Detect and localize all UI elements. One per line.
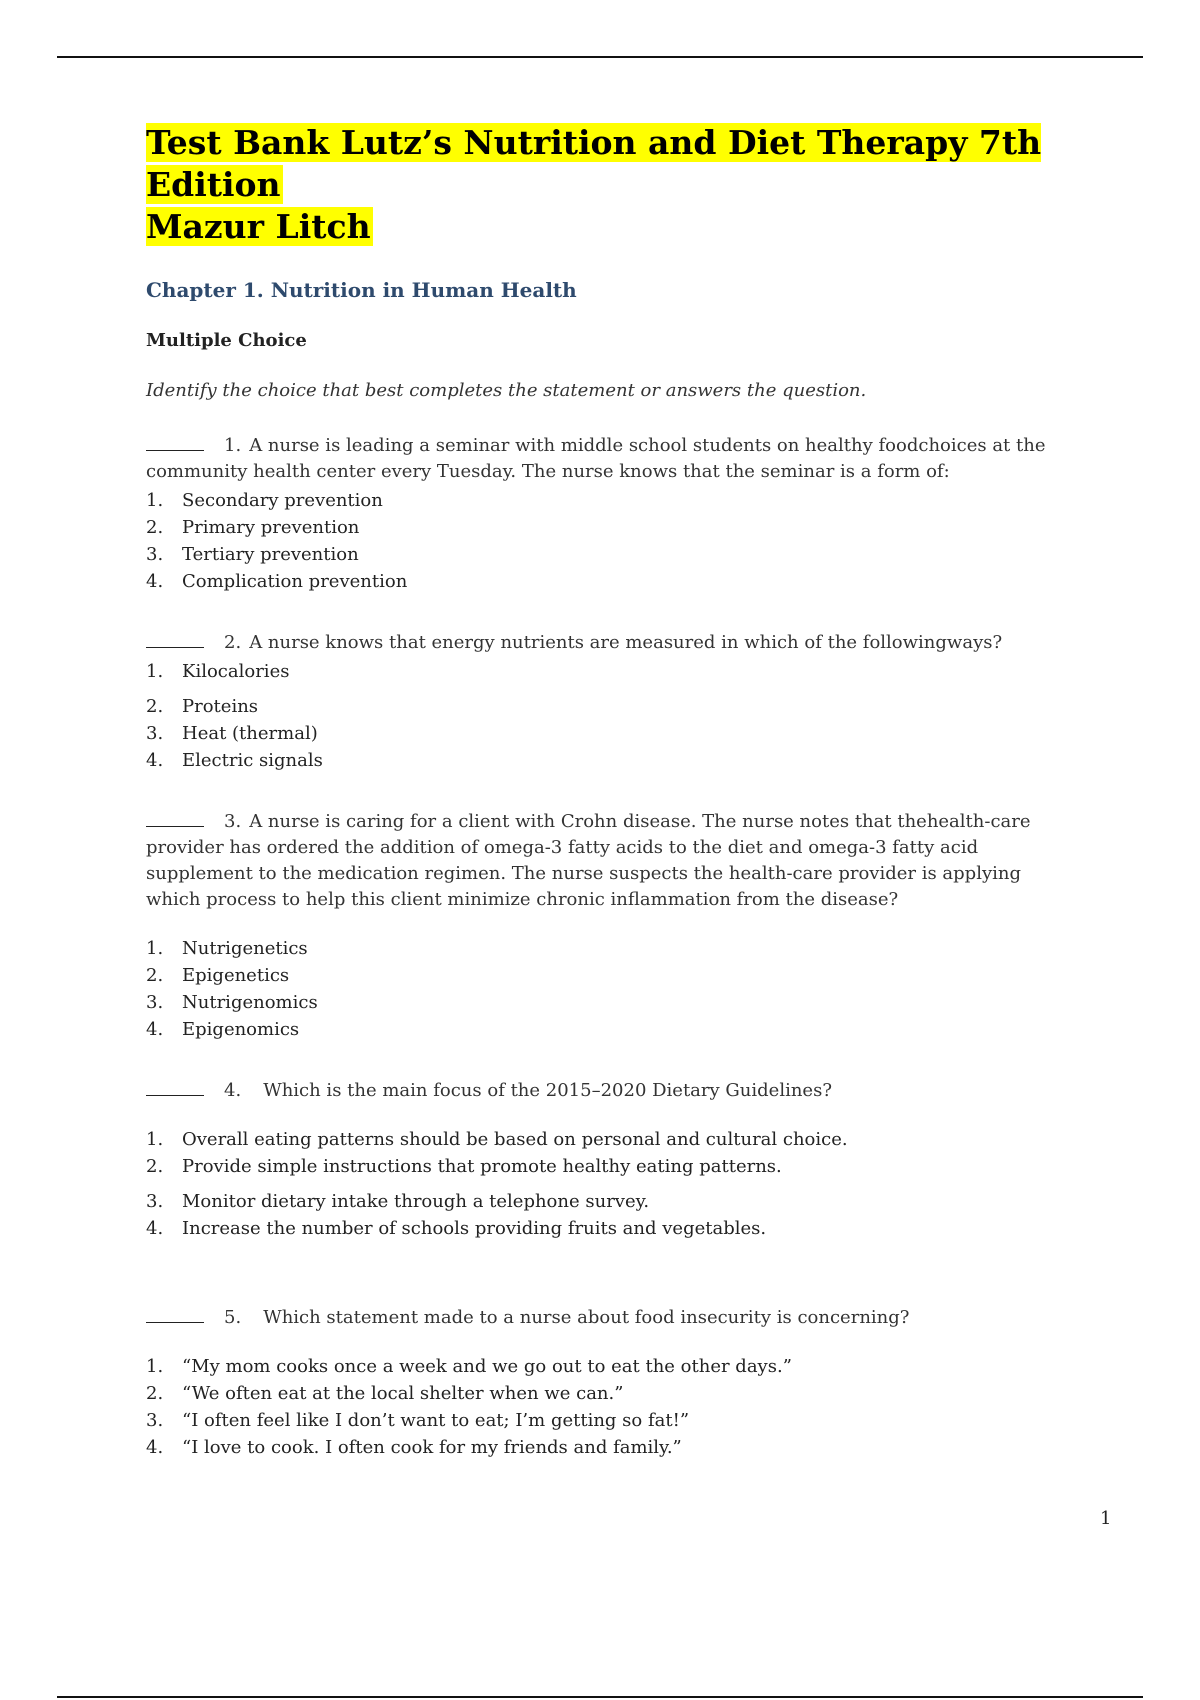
choice-item (146, 487, 1066, 514)
top-rule (57, 56, 1143, 58)
choice-text: Nutrigenetics (182, 938, 308, 959)
choice-number: 3. (146, 1410, 164, 1431)
choice-item (146, 962, 1066, 989)
choice-item (146, 747, 1066, 774)
choice-item (146, 1380, 1066, 1407)
choice-item (146, 568, 1066, 595)
question-text: A nurse is caring for a client with Crohn disease. The nurse notes that thehealth-care provider has ordered the addition of omega-3 fatty acids to the diet and omega-3 fatty acid supplement to the medication regimen. The nurse suspects the health-care provider is applying which process to help this client minimize chronic inflammation from the disease? (146, 811, 1031, 910)
question-3-stem (146, 808, 1066, 913)
choice-item (146, 693, 1066, 720)
choice-number: 2. (146, 1156, 164, 1177)
question-number: 4. (224, 1080, 242, 1101)
choice-list (146, 1126, 1066, 1242)
choice-text: Overall eating patterns should be based on personal and cultural choice. (182, 1129, 848, 1150)
choice-number: 4. (146, 1437, 164, 1458)
choice-item (146, 1353, 1066, 1380)
choice-text: “I love to cook. I often cook for my friends and family.” (182, 1437, 682, 1458)
choice-text: Complication prevention (182, 571, 408, 592)
choice-text: Secondary prevention (182, 490, 383, 511)
choice-text: Heat (thermal) (182, 723, 318, 744)
answer-blank (146, 629, 204, 648)
choice-item (146, 1407, 1066, 1434)
choice-number: 1. (146, 661, 164, 682)
question-number: 1. (224, 435, 242, 456)
question-2-stem (146, 629, 1066, 656)
choice-text: Provide simple instructions that promote healthy eating patterns. (182, 1156, 782, 1177)
choice-list (146, 1353, 1066, 1461)
choice-text: Primary prevention (182, 517, 360, 538)
answer-blank (146, 432, 204, 451)
document-title-line-1: Test Bank Lutz’s Nutrition and Diet Therapy 7th Edition (146, 123, 1042, 204)
answer-blank (146, 1077, 204, 1096)
document-title (146, 122, 1066, 248)
choice-item (146, 1434, 1066, 1461)
choice-number: 1. (146, 1129, 164, 1150)
question-4-stem (146, 1077, 1066, 1104)
section-heading: Multiple Choice (146, 330, 307, 351)
bottom-rule (57, 1696, 1143, 1698)
document-body (146, 122, 1066, 1461)
choice-number: 3. (146, 1191, 164, 1212)
choice-item (146, 720, 1066, 747)
choice-text: Nutrigenomics (182, 992, 318, 1013)
question-3 (146, 808, 1066, 1043)
instructions-text: Identify the choice that best completes the statement or answers the question. (146, 380, 867, 401)
choice-number: 4. (146, 1218, 164, 1239)
choice-number: 2. (146, 696, 164, 717)
choice-item (146, 1215, 1066, 1242)
question-5 (146, 1304, 1066, 1461)
choice-number: 4. (146, 750, 164, 771)
choice-text: Epigenetics (182, 965, 290, 986)
choice-list (146, 935, 1066, 1043)
question-4 (146, 1077, 1066, 1242)
answer-blank (146, 1304, 204, 1323)
choice-number: 1. (146, 938, 164, 959)
choice-item (146, 1153, 1066, 1180)
choice-number: 2. (146, 1383, 164, 1404)
choice-text: Kilocalories (182, 661, 290, 682)
choice-text: “We often eat at the local shelter when we can.” (182, 1383, 624, 1404)
choice-text: Tertiary prevention (182, 544, 359, 565)
choice-text: Proteins (182, 696, 259, 717)
choice-number: 3. (146, 544, 164, 565)
choice-number: 2. (146, 965, 164, 986)
choice-item (146, 1126, 1066, 1153)
page-number: 1 (1100, 1508, 1112, 1529)
choice-item (146, 541, 1066, 568)
choice-item (146, 1016, 1066, 1043)
question-number: 2. (224, 632, 242, 653)
choice-number: 4. (146, 571, 164, 592)
choice-item (146, 935, 1066, 962)
question-text: Which statement made to a nurse about food insecurity is concerning? (263, 1307, 910, 1328)
choice-item (146, 1188, 1066, 1215)
choice-text: Monitor dietary intake through a telephone survey. (182, 1191, 650, 1212)
question-text: A nurse knows that energy nutrients are measured in which of the followingways? (249, 632, 1003, 653)
answer-blank (146, 808, 204, 827)
question-number: 5. (224, 1307, 242, 1328)
question-number: 3. (224, 811, 242, 832)
choice-item (146, 989, 1066, 1016)
question-5-stem (146, 1304, 1066, 1331)
question-1 (146, 432, 1066, 595)
choice-number: 2. (146, 517, 164, 538)
chapter-heading: Chapter 1. Nutrition in Human Health (146, 278, 577, 302)
choice-number: 1. (146, 490, 164, 511)
choice-text: Increase the number of schools providing fruits and vegetables. (182, 1218, 767, 1239)
choice-number: 1. (146, 1356, 164, 1377)
choice-text: Electric signals (182, 750, 323, 771)
question-text: A nurse is leading a seminar with middle school students on healthy foodchoices at the community health center every Tuesday. The nurse knows that the seminar is a form of: (146, 435, 1046, 482)
document-title-line-2: Mazur Litch (146, 207, 371, 246)
choice-number: 4. (146, 1019, 164, 1040)
choice-list (146, 487, 1066, 595)
choice-text: Epigenomics (182, 1019, 300, 1040)
question-1-stem (146, 432, 1066, 485)
choice-item (146, 514, 1066, 541)
choice-number: 3. (146, 992, 164, 1013)
question-text: Which is the main focus of the 2015–2020 Dietary Guidelines? (263, 1080, 832, 1101)
choice-number: 3. (146, 723, 164, 744)
choice-item (146, 658, 1066, 685)
choice-text: “My mom cooks once a week and we go out to eat the other days.” (182, 1356, 792, 1377)
question-2 (146, 629, 1066, 774)
choice-list (146, 658, 1066, 774)
choice-text: “I often feel like I don’t want to eat; I’m getting so fat!” (182, 1410, 690, 1431)
